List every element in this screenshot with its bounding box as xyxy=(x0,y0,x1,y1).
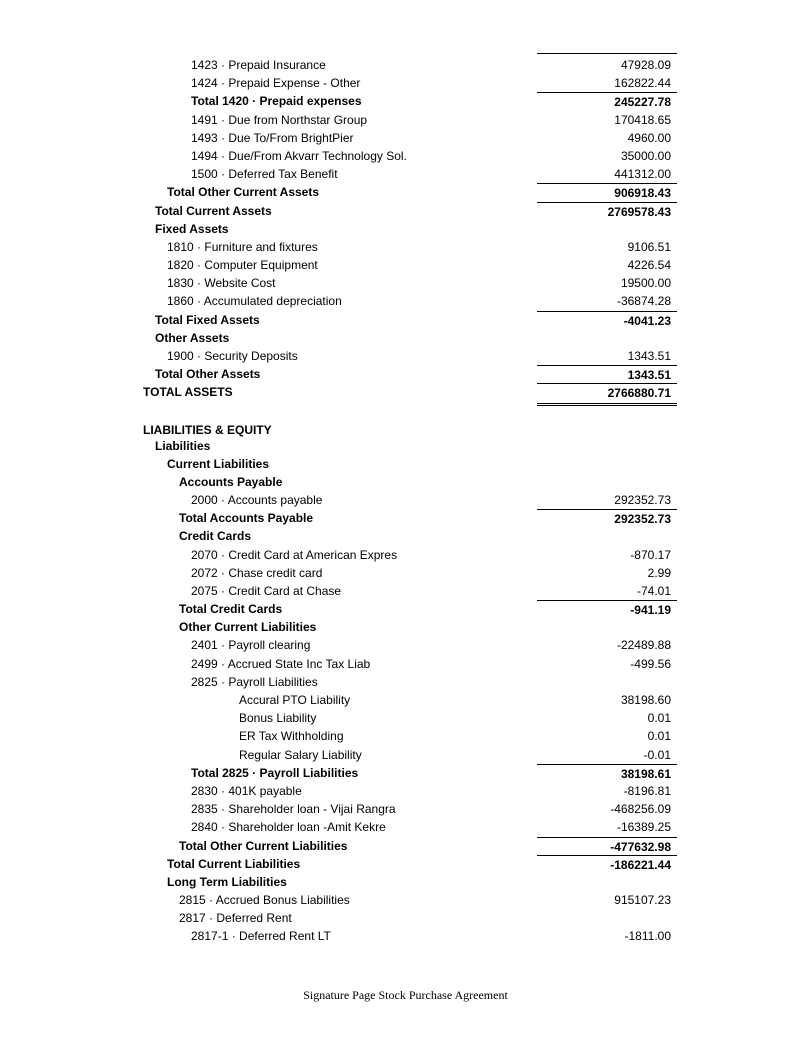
account-amount: 0.01 xyxy=(647,729,671,744)
account-amount: -186221.44 xyxy=(537,855,677,874)
account-row xyxy=(0,546,811,564)
account-label: 1491 · Due from Northstar Group xyxy=(191,112,368,127)
account-label: 2830 · 401K payable xyxy=(191,783,302,798)
account-label: LIABILITIES & EQUITY xyxy=(143,422,272,437)
account-row xyxy=(0,782,811,800)
account-label: Bonus Liability xyxy=(239,711,317,726)
account-row xyxy=(0,256,811,274)
account-amount: -468256.09 xyxy=(610,802,671,817)
account-row xyxy=(0,274,811,292)
account-amount: -8196.81 xyxy=(623,783,671,798)
account-label: TOTAL ASSETS xyxy=(143,385,233,400)
total-row xyxy=(0,600,811,618)
account-row xyxy=(0,147,811,165)
account-amount: 170418.65 xyxy=(614,112,671,127)
account-label: 1860 · Accumulated depreciation xyxy=(167,294,342,309)
account-label: Regular Salary Liability xyxy=(239,747,362,762)
section-header-row xyxy=(0,873,811,891)
account-row xyxy=(0,292,811,310)
account-label: 1810 · Furniture and fixtures xyxy=(167,239,318,254)
account-amount: -36874.28 xyxy=(616,294,671,309)
account-label: Fixed Assets xyxy=(155,221,229,236)
account-row xyxy=(0,582,811,600)
account-label: 1493 · Due To/From BrightPier xyxy=(191,130,354,145)
total-row xyxy=(0,855,811,873)
account-label: 2825 · Payroll Liabilities xyxy=(191,674,318,689)
account-label: 2072 · Chase credit card xyxy=(191,565,323,580)
total-row xyxy=(0,764,811,782)
account-label: 1494 · Due/From Akvarr Technology Sol. xyxy=(191,148,407,163)
account-row xyxy=(0,691,811,709)
account-label: 2075 · Credit Card at Chase xyxy=(191,583,342,598)
account-label: 2817 · Deferred Rent xyxy=(179,911,292,926)
balance-sheet-table xyxy=(0,56,811,946)
account-row xyxy=(0,746,811,764)
account-amount: 4960.00 xyxy=(627,130,671,145)
account-label: Total Current Assets xyxy=(155,203,272,218)
account-amount: 2.99 xyxy=(647,565,671,580)
account-row xyxy=(0,165,811,183)
account-amount: -477632.98 xyxy=(537,837,677,856)
account-amount: 906918.43 xyxy=(537,183,677,202)
account-label: 1820 · Computer Equipment xyxy=(167,258,318,273)
total-row xyxy=(0,311,811,329)
section-header-row xyxy=(0,455,811,473)
account-amount: 4226.54 xyxy=(627,258,671,273)
section-header-row xyxy=(0,527,811,545)
account-amount: -0.01 xyxy=(643,747,671,762)
account-label: Total Accounts Payable xyxy=(179,511,314,526)
account-row xyxy=(0,727,811,745)
account-label: Accounts Payable xyxy=(179,474,283,489)
account-row xyxy=(0,800,811,818)
account-label: 2840 · Shareholder loan -Amit Kekre xyxy=(191,820,386,835)
total-row xyxy=(0,92,811,110)
section-header-row xyxy=(0,909,811,927)
column-top-rule xyxy=(537,53,677,54)
account-label: Total Credit Cards xyxy=(179,602,283,617)
account-label: 2817-1 · Deferred Rent LT xyxy=(191,929,331,944)
total-row xyxy=(0,202,811,220)
account-row xyxy=(0,709,811,727)
account-row xyxy=(0,636,811,654)
account-amount: 1343.51 xyxy=(537,365,677,384)
account-label: ER Tax Withholding xyxy=(239,729,344,744)
account-row xyxy=(0,347,811,365)
account-label: Accural PTO Liability xyxy=(239,693,351,707)
account-amount: 2769578.43 xyxy=(537,202,677,221)
account-label: 2070 · Credit Card at American Expres xyxy=(191,547,398,562)
total-row xyxy=(0,383,811,401)
account-label: 1424 · Prepaid Expense - Other xyxy=(191,76,361,91)
account-row xyxy=(0,74,811,92)
total-row xyxy=(0,837,811,855)
account-label: 1830 · Website Cost xyxy=(167,276,276,291)
account-label: 2835 · Shareholder loan - Vijai Rangra xyxy=(191,802,396,817)
account-label: Total Other Current Liabilities xyxy=(179,838,348,853)
account-label: Total Fixed Assets xyxy=(155,312,260,327)
spacer-row xyxy=(0,402,811,422)
account-amount: -22489.88 xyxy=(616,638,671,653)
account-label: Total 2825 · Payroll Liabilities xyxy=(191,765,359,780)
account-label: Other Current Liabilities xyxy=(179,620,317,635)
account-amount: 915107.23 xyxy=(614,893,671,908)
account-label: Liabilities xyxy=(155,439,211,454)
account-amount: -499.56 xyxy=(630,656,671,671)
account-amount: 38198.60 xyxy=(620,693,671,707)
account-row xyxy=(0,891,811,909)
account-amount: 35000.00 xyxy=(620,148,671,163)
account-amount: 441312.00 xyxy=(614,167,671,182)
total-row xyxy=(0,365,811,383)
account-row xyxy=(0,56,811,74)
account-row xyxy=(0,818,811,836)
account-row xyxy=(0,655,811,673)
account-label: Current Liabilities xyxy=(167,456,270,471)
account-label: 1900 · Security Deposits xyxy=(167,349,298,363)
account-label: Long Term Liabilities xyxy=(167,874,287,889)
account-amount: 245227.78 xyxy=(537,92,677,111)
page-footer: Signature Page Stock Purchase Agreement xyxy=(303,988,508,1002)
account-amount: 1343.51 xyxy=(627,349,671,363)
account-amount: 47928.09 xyxy=(620,58,671,72)
account-label: 2000 · Accounts payable xyxy=(191,492,323,507)
section-header-row xyxy=(0,673,811,691)
section-header-row xyxy=(0,329,811,347)
account-label: 2499 · Accrued State Inc Tax Liab xyxy=(191,656,371,671)
account-row xyxy=(0,238,811,256)
account-amount: 162822.44 xyxy=(614,76,671,91)
account-label: Total Other Assets xyxy=(155,367,261,382)
account-amount: 292352.73 xyxy=(614,492,671,507)
account-amount: -16389.25 xyxy=(616,820,671,835)
account-row xyxy=(0,111,811,129)
account-label: 2401 · Payroll clearing xyxy=(191,638,311,653)
account-label: Total Current Liabilities xyxy=(167,856,301,871)
total-row xyxy=(0,183,811,201)
section-header-row xyxy=(0,438,811,455)
account-row xyxy=(0,129,811,147)
account-row xyxy=(0,491,811,509)
section-header-row xyxy=(0,618,811,636)
account-label: 1423 · Prepaid Insurance xyxy=(191,58,326,72)
section-header-row xyxy=(0,220,811,238)
account-amount: -1811.00 xyxy=(624,929,671,944)
account-row xyxy=(0,927,811,945)
section-header-row xyxy=(0,473,811,491)
account-amount: -941.19 xyxy=(537,600,677,619)
account-amount: 9106.51 xyxy=(627,239,671,254)
account-amount: 0.01 xyxy=(647,711,671,726)
account-label: 2815 · Accrued Bonus Liabilities xyxy=(179,893,350,908)
account-amount: 2766880.71 xyxy=(537,383,677,405)
account-amount: -870.17 xyxy=(630,547,671,562)
account-amount: 292352.73 xyxy=(537,509,677,528)
section-header-row xyxy=(0,422,811,439)
account-label: 1500 · Deferred Tax Benefit xyxy=(191,167,338,182)
account-label: Total 1420 · Prepaid expenses xyxy=(191,94,362,109)
total-row xyxy=(0,509,811,527)
account-label: Credit Cards xyxy=(179,529,252,544)
account-amount: 19500.00 xyxy=(620,276,671,291)
account-label: Total Other Current Assets xyxy=(167,185,320,200)
account-label: Other Assets xyxy=(155,330,230,345)
account-amount: -74.01 xyxy=(636,583,671,598)
account-amount: -4041.23 xyxy=(537,311,677,330)
account-row xyxy=(0,564,811,582)
account-amount: 38198.61 xyxy=(537,764,677,783)
